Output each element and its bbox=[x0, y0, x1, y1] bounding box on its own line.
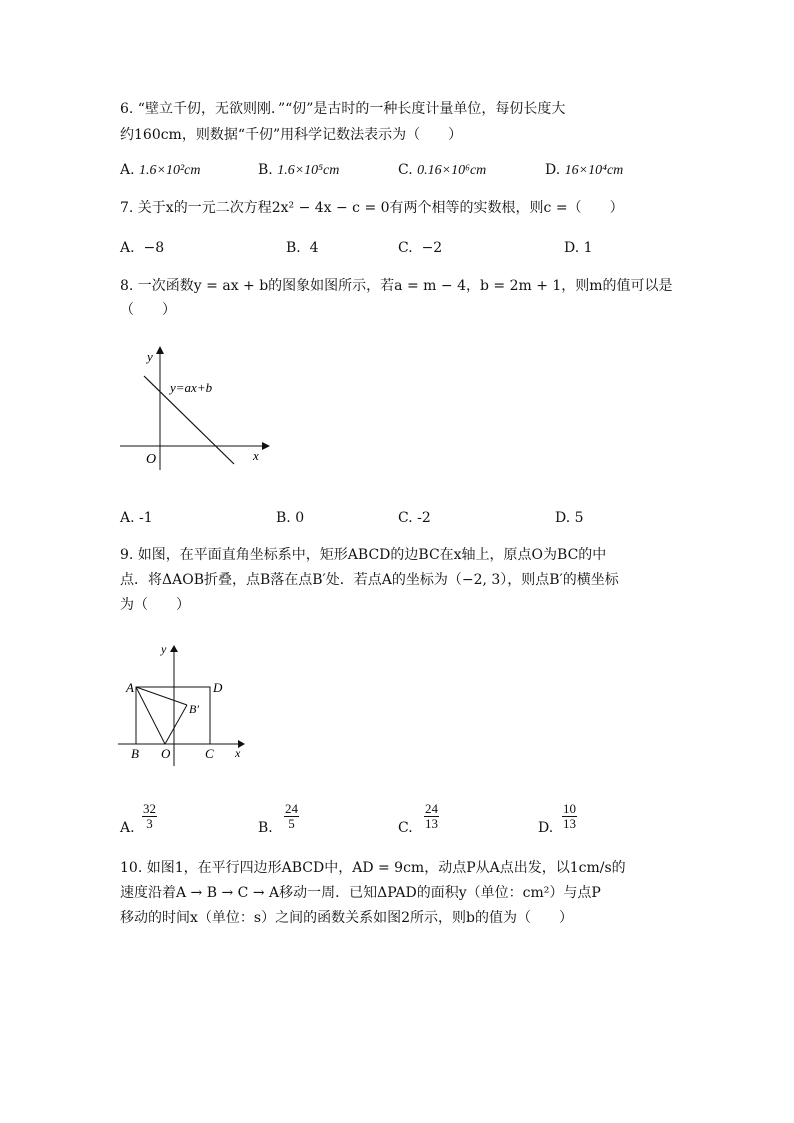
q6-stem-line1: 6. “壁立千仞，无欲则刚．”“仞”是古时的一种长度计量单位，每仞长度大 bbox=[120, 101, 566, 117]
q6-option-c[interactable] bbox=[398, 160, 486, 181]
numerator: 24 bbox=[285, 801, 298, 816]
q8-stem-line2: （ ） bbox=[120, 302, 176, 318]
q7-stem-line1: 7. 关于x的一元二次方程2x² − 4x − c = 0有两个相等的实数根，则c =（ ） bbox=[120, 200, 624, 216]
q9-option-d-label[interactable]: D. bbox=[538, 820, 554, 836]
point-label-d: D bbox=[213, 680, 223, 695]
numerator: 10 bbox=[563, 801, 576, 816]
q8-option-a[interactable] bbox=[120, 508, 153, 528]
numerator: 24 bbox=[425, 801, 438, 816]
q8-option-d[interactable] bbox=[555, 508, 584, 528]
option-label: A. bbox=[120, 162, 135, 178]
q9-graph bbox=[114, 640, 254, 768]
q10-stem-line3: 移动的时间x（单位：s）之间的函数关系如图2所示，则b的值为（ ） bbox=[120, 910, 573, 926]
y-axis-arrow bbox=[156, 346, 164, 354]
q7-option-c[interactable] bbox=[398, 238, 442, 258]
option-text: 0.16×10⁶cm bbox=[417, 163, 487, 178]
q9-stem-line3: 为（ ） bbox=[120, 597, 190, 613]
option-text: 5 bbox=[574, 510, 584, 526]
option-text: −2 bbox=[421, 240, 443, 256]
q8-stem-line1: 8. 一次函数y = ax + b的图象如图所示，若a = m − 4，b = 2m + 1，则m的值可以是 bbox=[120, 278, 673, 294]
q7-option-b[interactable] bbox=[286, 238, 319, 258]
line-label: y=ax+b bbox=[170, 380, 213, 395]
q9-option-b-label[interactable]: B. bbox=[258, 820, 273, 836]
x-axis-arrow bbox=[262, 442, 270, 450]
option-text: 4 bbox=[309, 240, 319, 256]
point-label-b-prime: B′ bbox=[189, 702, 199, 716]
q8-option-b[interactable] bbox=[276, 508, 304, 528]
point-label-o: O bbox=[161, 746, 171, 761]
q6-option-a[interactable] bbox=[120, 160, 200, 181]
option-text: 0 bbox=[295, 510, 305, 526]
q8-graph bbox=[112, 340, 272, 476]
q9-option-b-fraction[interactable] bbox=[284, 802, 299, 831]
x-axis-label: x bbox=[253, 448, 259, 463]
q9-stem-line1: 9. 如图，在平面直角坐标系中，矩形ABCD的边BC在x轴上，原点O为BC的中 bbox=[120, 547, 607, 563]
option-label: D. bbox=[545, 162, 561, 178]
option-label: C. bbox=[398, 162, 413, 178]
point-label-c: C bbox=[205, 746, 214, 761]
denominator: 13 bbox=[563, 816, 576, 831]
origin-label: O bbox=[146, 452, 157, 467]
q8-option-c[interactable] bbox=[398, 508, 431, 528]
option-label: C. bbox=[398, 240, 413, 256]
q10-stem-line2: 速度沿着A → B → C → A移动一周．已知ΔPAD的面积y（单位：cm²）与点P bbox=[120, 885, 601, 901]
option-label: B. bbox=[286, 240, 301, 256]
numerator: 32 bbox=[143, 801, 156, 816]
option-label: D. bbox=[564, 240, 580, 256]
point-label-a: A bbox=[126, 680, 134, 695]
option-label: C. bbox=[398, 510, 413, 526]
option-text: 1.6×10⁵cm bbox=[277, 163, 340, 178]
denominator: 3 bbox=[146, 816, 153, 831]
y-axis-label: y bbox=[161, 642, 167, 656]
option-label: B. bbox=[276, 510, 291, 526]
option-label: A. bbox=[120, 510, 135, 526]
y-axis-label: y bbox=[147, 349, 153, 364]
q6-option-d[interactable] bbox=[545, 160, 623, 181]
point-label-b: B bbox=[131, 746, 139, 761]
x-axis-label: x bbox=[235, 746, 241, 760]
option-text: 1.6×10²cm bbox=[139, 163, 201, 178]
q7-option-a[interactable] bbox=[120, 238, 164, 258]
option-label: D. bbox=[555, 510, 571, 526]
option-text: -1 bbox=[139, 510, 153, 526]
q6-option-b[interactable] bbox=[258, 160, 339, 181]
option-label: B. bbox=[258, 162, 273, 178]
denominator: 5 bbox=[288, 816, 295, 831]
q7-option-d[interactable] bbox=[564, 238, 593, 258]
option-text: 16×10⁴cm bbox=[564, 163, 624, 178]
q9-option-a-label[interactable]: A. bbox=[120, 820, 135, 836]
denominator: 13 bbox=[425, 816, 438, 831]
q6-stem-line2: 约160cm，则数据“千仞”用科学记数法表示为（ ） bbox=[120, 127, 463, 143]
segment-ob-prime bbox=[165, 705, 187, 744]
option-text: 1 bbox=[583, 240, 593, 256]
q9-stem-line2: 点．将ΔAOB折叠，点B落在点B′处．若点A的坐标为（−2, 3），则点B′的横坐标 bbox=[120, 572, 619, 588]
q9-option-c-label[interactable]: C. bbox=[398, 820, 413, 836]
q10-stem-line1: 10. 如图1，在平行四边形ABCD中，AD = 9cm，动点P从A点出发，以1cm/s的 bbox=[120, 860, 626, 876]
q9-option-a-fraction[interactable] bbox=[142, 802, 157, 831]
y-axis-arrow bbox=[170, 645, 178, 652]
option-text: -2 bbox=[417, 510, 431, 526]
option-label: A. bbox=[120, 240, 135, 256]
option-text: −8 bbox=[143, 240, 165, 256]
q9-option-c-fraction[interactable] bbox=[424, 802, 439, 831]
q9-option-d-fraction[interactable] bbox=[562, 802, 577, 831]
